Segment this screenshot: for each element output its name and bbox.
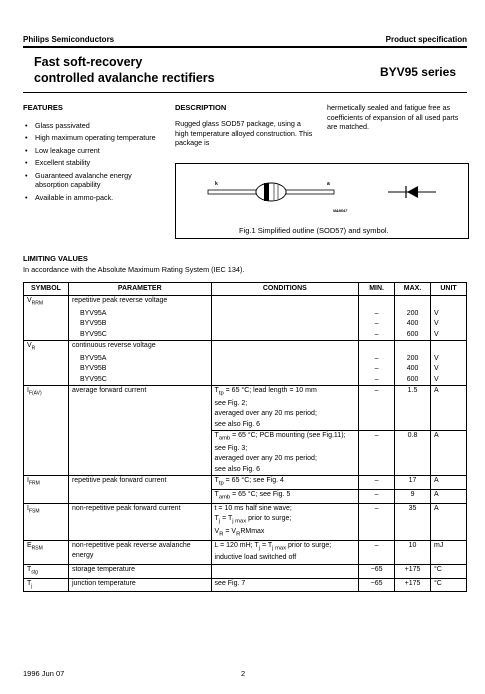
cell-parameter: non-repetitive peak forward current	[68, 503, 211, 540]
cell-unit: V	[431, 354, 467, 364]
cell-parameter: BYV95A	[68, 354, 211, 364]
cell-min: –	[359, 330, 395, 341]
table-row	[24, 489, 467, 503]
cell-conditions	[211, 564, 359, 578]
table-row	[24, 296, 467, 309]
cell-min: −65	[359, 564, 395, 578]
cell-unit: °C	[431, 564, 467, 578]
table-row	[24, 354, 467, 364]
cell-conditions: see Fig. 7	[211, 578, 359, 592]
table-row	[24, 564, 467, 578]
cell-parameter: BYV95A	[68, 309, 211, 319]
cell-parameter: BYV95C	[68, 330, 211, 341]
cell-unit: V	[431, 375, 467, 386]
col-symbol: SYMBOL	[24, 283, 69, 296]
cell-symbol	[24, 375, 69, 386]
cell-symbol	[24, 319, 69, 329]
cell-conditions: t = 10 ms half sine wave; $T_j = T_{j max}$ prior to surge; $V_R = V_RRMmax$	[211, 503, 359, 540]
table-row	[24, 578, 467, 592]
cell-parameter: repetitive peak forward current	[68, 476, 211, 490]
description-text-1: Rugged glass SOD57 package, using a high temperature alloyed construction. This package is	[175, 119, 313, 147]
description-heading: DESCRIPTION	[175, 103, 227, 112]
company-name: Philips Semiconductors	[23, 35, 115, 44]
table-body	[24, 296, 467, 592]
cell-max: +175	[395, 578, 431, 592]
cell-min	[359, 296, 395, 309]
cell-symbol	[24, 386, 69, 431]
cell-unit: A	[431, 386, 467, 431]
table-row	[24, 364, 467, 374]
cell-unit: A	[431, 503, 467, 540]
symbol-letter: T	[27, 565, 32, 573]
cell-parameter	[68, 489, 211, 503]
cell-parameter: BYV95C	[68, 375, 211, 386]
symbol-letter: I	[27, 477, 29, 485]
cell-max	[395, 296, 431, 309]
cell-parameter: non-repetitive peak reverse avalanche energy	[68, 540, 211, 564]
cell-parameter: continuous reverse voltage	[68, 341, 211, 354]
cell-unit: V	[431, 364, 467, 374]
cell-unit: °C	[431, 578, 467, 592]
cell-max: 600	[395, 375, 431, 386]
cell-conditions	[211, 375, 359, 386]
cell-symbol	[24, 564, 69, 578]
feature-item: • Excellent stability	[25, 158, 165, 167]
symbol-subscript: F(AV)	[28, 390, 42, 397]
cell-unit: V	[431, 330, 467, 341]
title-line-2: controlled avalanche rectifiers	[34, 71, 215, 85]
limiting-values-table	[23, 282, 467, 592]
cell-min: –	[359, 489, 395, 503]
cell-unit	[431, 296, 467, 309]
cell-max	[395, 341, 431, 354]
cell-parameter: BYV95B	[68, 319, 211, 329]
cell-max: 400	[395, 364, 431, 374]
symbol-subscript: RSM	[31, 545, 43, 552]
cell-conditions	[211, 330, 359, 341]
feature-item: • High maximum operating temperature	[25, 133, 165, 142]
cell-min: –	[359, 354, 395, 364]
cell-min: –	[359, 386, 395, 431]
cell-conditions	[211, 296, 359, 309]
table-row	[24, 431, 467, 476]
cell-unit	[431, 341, 467, 354]
table-header-row	[24, 283, 467, 296]
cell-unit: A	[431, 431, 467, 476]
features-heading: FEATURES	[23, 103, 63, 112]
cell-conditions	[211, 319, 359, 329]
diode-symbol-icon	[388, 186, 436, 198]
anode-label: a	[327, 181, 330, 187]
page-number: 2	[241, 669, 246, 678]
symbol-subscript: stg	[31, 569, 38, 576]
cell-max: 400	[395, 319, 431, 329]
col-max: MAX.	[395, 283, 431, 296]
symbol-letter: V	[27, 342, 32, 350]
symbol-letter: T	[27, 579, 32, 587]
cell-max: 200	[395, 354, 431, 364]
symbol-letter: I	[27, 504, 29, 512]
cell-unit: V	[431, 319, 467, 329]
cell-symbol	[24, 330, 69, 341]
table-row	[24, 319, 467, 329]
cell-conditions	[211, 364, 359, 374]
feature-item: • Glass passivated	[25, 121, 165, 130]
table-row	[24, 540, 467, 564]
cell-min: –	[359, 503, 395, 540]
cell-symbol	[24, 489, 69, 503]
cell-max: 9	[395, 489, 431, 503]
cell-min	[359, 341, 395, 354]
cell-max: 200	[395, 309, 431, 319]
cell-unit: mJ	[431, 540, 467, 564]
footer-date: 1996 Jun 07	[23, 669, 65, 678]
cell-symbol	[24, 341, 69, 354]
table-row	[24, 309, 467, 319]
spec-type: Product specification	[385, 35, 467, 44]
cell-conditions	[211, 341, 359, 354]
cell-symbol	[24, 431, 69, 476]
cell-min: –	[359, 540, 395, 564]
cell-conditions	[211, 354, 359, 364]
cell-max: 17	[395, 476, 431, 490]
title-line-1: Fast soft-recovery	[34, 55, 143, 69]
figure-caption: Fig.1 Simplified outline (SOD57) and symbol.	[239, 226, 389, 235]
symbol-letter: V	[27, 297, 32, 304]
cell-conditions: $T_{tp} = 65$ °C; lead length = 10 mm see Fig. 2; averaged over any 20 ms period; see also Fig. 6	[211, 386, 359, 431]
col-conditions: CONDITIONS	[211, 283, 359, 296]
title-rule	[23, 92, 467, 93]
cell-max: 600	[395, 330, 431, 341]
cell-parameter: BYV95B	[68, 364, 211, 374]
symbol-letter: I	[27, 387, 29, 395]
figure-code: MAM047	[333, 209, 348, 213]
cell-symbol	[24, 540, 69, 564]
feature-item: • Low leakage current	[25, 146, 165, 155]
table-row	[24, 330, 467, 341]
table-row	[24, 386, 467, 431]
cathode-label: k	[215, 181, 218, 187]
symbol-letter: E	[27, 541, 32, 549]
symbol-subscript: RRM	[31, 300, 44, 307]
cell-symbol	[24, 503, 69, 540]
description-text-2: hermetically sealed and fatigue free as coefficients of expansion of all used parts are matched.	[327, 103, 459, 131]
cell-min: –	[359, 431, 395, 476]
cell-conditions: $T_{tp} = 65$ °C; see Fig. 4	[211, 476, 359, 490]
cell-min: –	[359, 309, 395, 319]
table-row	[24, 341, 467, 354]
cell-symbol	[24, 309, 69, 319]
col-parameter: PARAMETER	[68, 283, 211, 296]
cell-symbol	[24, 578, 69, 592]
cell-symbol	[24, 296, 69, 309]
cell-min: –	[359, 375, 395, 386]
symbol-subscript: FSM	[28, 508, 40, 515]
col-unit: UNIT	[431, 283, 467, 296]
cell-symbol	[24, 354, 69, 364]
cell-conditions: $T_{amb} = 65$ °C; see Fig. 5	[211, 489, 359, 503]
cell-min: −65	[359, 578, 395, 592]
cell-conditions: L = 120 mH; $T_j = T_{j max}$ prior to surge; inductive load switched off	[211, 540, 359, 564]
cell-symbol	[24, 364, 69, 374]
series-name: BYV95 series	[379, 65, 456, 79]
cell-max: 0.8	[395, 431, 431, 476]
cell-max: 35	[395, 503, 431, 540]
cell-conditions: $T_{amb} = 65$ °C; PCB mounting (see Fig.11); see Fig. 3; averaged over any 20 ms period; see also Fig. 6	[211, 431, 359, 476]
table-row	[24, 375, 467, 386]
cell-unit: V	[431, 309, 467, 319]
cell-max: +175	[395, 564, 431, 578]
feature-item: • Guaranteed avalanche energy absorption capability	[25, 171, 165, 190]
cell-min: –	[359, 319, 395, 329]
cell-parameter: junction temperature	[68, 578, 211, 592]
limiting-subtitle: In accordance with the Absolute Maximum Rating System (IEC 134).	[23, 265, 245, 274]
col-min: MIN.	[359, 283, 395, 296]
cell-parameter: average forward current	[68, 386, 211, 431]
cell-max: 10	[395, 540, 431, 564]
feature-item: • Available in ammo-pack.	[25, 193, 165, 202]
limiting-heading: LIMITING VALUES	[23, 254, 88, 263]
symbol-subscript: FRM	[28, 480, 40, 487]
cell-symbol	[24, 476, 69, 490]
cell-max: 1.5	[395, 386, 431, 431]
table-row	[24, 476, 467, 490]
features-list	[25, 121, 165, 205]
cell-conditions	[211, 309, 359, 319]
cell-parameter: storage temperature	[68, 564, 211, 578]
symbol-subscript: R	[31, 345, 36, 352]
page-title	[34, 54, 215, 86]
cell-min: –	[359, 364, 395, 374]
symbol-subscript: j	[31, 583, 33, 590]
cell-parameter: repetitive peak reverse voltage	[68, 296, 211, 309]
cell-unit: A	[431, 476, 467, 490]
cell-min: –	[359, 476, 395, 490]
header-rule	[23, 46, 467, 48]
table-row	[24, 503, 467, 540]
cell-unit: A	[431, 489, 467, 503]
cell-parameter	[68, 431, 211, 476]
